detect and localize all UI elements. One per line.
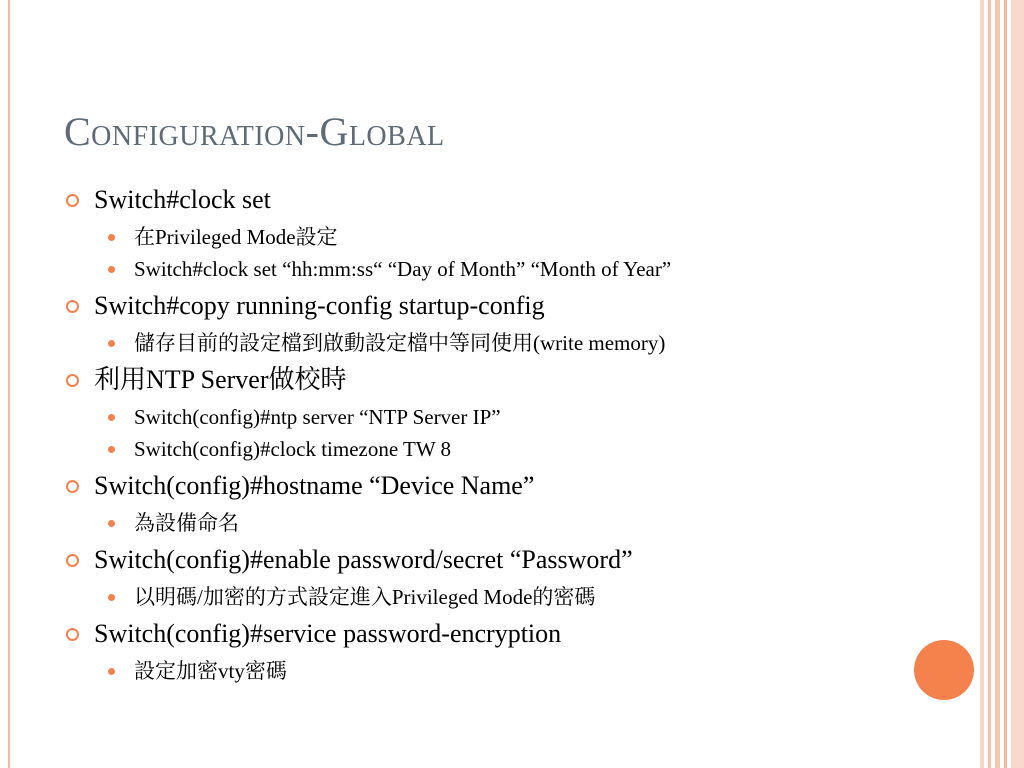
bullet-text: 利用NTP Server做校時 bbox=[94, 365, 347, 394]
sub-bullet-item bbox=[64, 330, 864, 356]
bullet-item bbox=[64, 542, 864, 578]
bullet-item bbox=[64, 182, 864, 218]
ring-bullet-icon bbox=[66, 374, 79, 387]
sub-bullet-item bbox=[64, 510, 864, 536]
left-frame-line bbox=[8, 0, 10, 768]
sub-bullet-item bbox=[64, 224, 864, 250]
decorative-circle bbox=[914, 640, 974, 700]
bullet-item bbox=[64, 616, 864, 652]
dot-bullet-icon bbox=[108, 520, 115, 527]
bullet-item bbox=[64, 362, 864, 398]
dot-bullet-icon bbox=[108, 446, 115, 453]
sub-bullet-text: 為設備命名 bbox=[134, 511, 239, 535]
bullet-item bbox=[64, 468, 864, 504]
dot-bullet-icon bbox=[108, 414, 115, 421]
bullet-text: Switch(config)#enable password/secret “Password” bbox=[94, 545, 633, 574]
ring-bullet-icon bbox=[66, 300, 79, 313]
bullet-text: Switch#copy running-config startup-config bbox=[94, 291, 545, 320]
frame-stripe bbox=[995, 0, 1000, 768]
dot-bullet-icon bbox=[108, 340, 115, 347]
ring-bullet-icon bbox=[66, 194, 79, 207]
ring-bullet-icon bbox=[66, 554, 79, 567]
sub-bullet-item bbox=[64, 658, 864, 684]
sub-bullet-item bbox=[64, 436, 864, 462]
right-frame-stripes bbox=[980, 0, 1024, 768]
frame-stripe bbox=[1011, 0, 1024, 768]
sub-bullet-text: 在Privileged Mode設定 bbox=[134, 225, 338, 249]
bullet-text: Switch#clock set bbox=[94, 185, 271, 214]
dot-bullet-icon bbox=[108, 266, 115, 273]
sub-bullet-item bbox=[64, 256, 864, 282]
sub-bullet-text: Switch#clock set “hh:mm:ss“ “Day of Month” “Month of Year” bbox=[134, 257, 672, 281]
frame-stripe bbox=[988, 0, 991, 768]
bullet-text: Switch(config)#hostname “Device Name” bbox=[94, 471, 535, 500]
dot-bullet-icon bbox=[108, 668, 115, 675]
sub-bullet-text: Switch(config)#ntp server “NTP Server IP” bbox=[134, 405, 501, 429]
sub-bullet-text: 儲存目前的設定檔到啟動設定檔中等同使用(write memory) bbox=[134, 331, 666, 355]
sub-bullet-item bbox=[64, 404, 864, 430]
ring-bullet-icon bbox=[66, 480, 79, 493]
ring-bullet-icon bbox=[66, 628, 79, 641]
frame-stripe bbox=[980, 0, 984, 768]
sub-bullet-text: Switch(config)#clock timezone TW 8 bbox=[134, 437, 452, 461]
dot-bullet-icon bbox=[108, 234, 115, 241]
sub-bullet-text: 設定加密vty密碼 bbox=[134, 659, 287, 683]
sub-bullet-item bbox=[64, 584, 864, 610]
dot-bullet-icon bbox=[108, 594, 115, 601]
bullet-item bbox=[64, 288, 864, 324]
slide-content bbox=[64, 182, 864, 684]
sub-bullet-text: 以明碼/加密的方式設定進入Privileged Mode的密碼 bbox=[134, 585, 596, 609]
slide-title: Configuration-Global bbox=[64, 109, 445, 154]
frame-stripe bbox=[1004, 0, 1007, 768]
bullet-text: Switch(config)#service password-encryption bbox=[94, 619, 562, 648]
